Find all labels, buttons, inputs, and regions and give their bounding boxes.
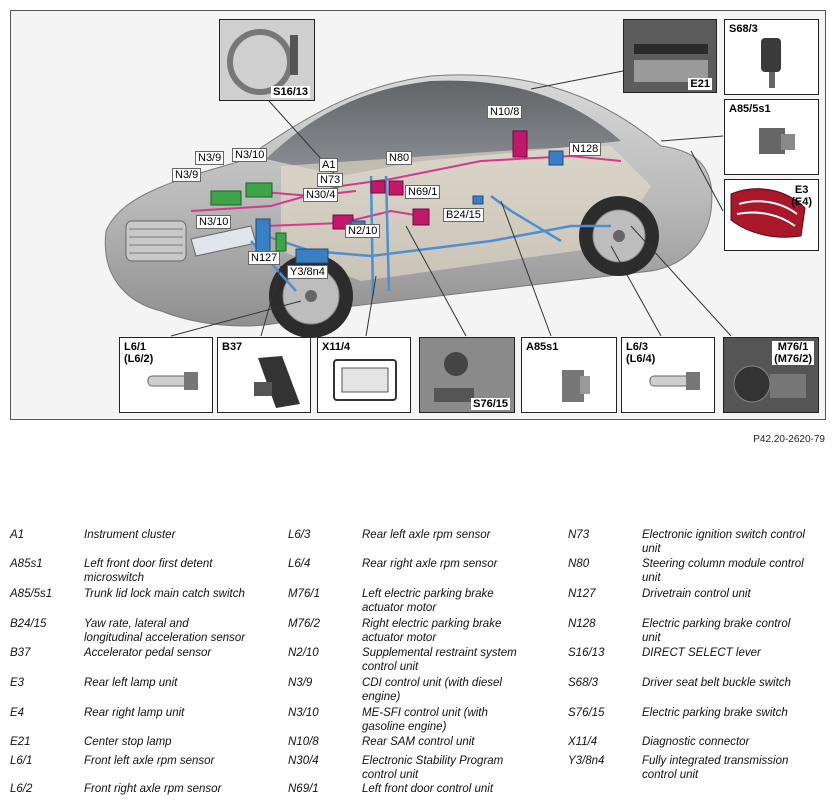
- module-A1: [371, 181, 385, 193]
- inset-L6-3: [621, 337, 715, 413]
- legend-code: S76/15: [568, 707, 605, 719]
- inset-label: S16/13: [273, 86, 308, 98]
- inset-label: E21: [690, 78, 710, 90]
- legend-description: Fully integrated transmission control unit: [642, 755, 789, 781]
- legend-description: CDI control unit (with diesel engine): [362, 677, 502, 703]
- legend-code: L6/1: [10, 755, 33, 767]
- legend-description: Diagnostic connector: [642, 736, 750, 748]
- inset-A85-5s1: [724, 99, 819, 175]
- legend-code: N69/1: [288, 783, 319, 795]
- legend-code: N73: [568, 529, 590, 541]
- legend-code: E3: [10, 677, 25, 689]
- inset-label: L6/1 (L6/2): [124, 341, 154, 365]
- legend-code: M76/1: [288, 588, 320, 600]
- legend-code: L6/2: [10, 783, 33, 795]
- inset-label: S68/3: [729, 23, 758, 35]
- legend-description: ME-SFI control unit (with gasoline engine): [362, 707, 488, 733]
- legend-code: N127: [568, 588, 596, 600]
- inset-label: A85/5s1: [729, 103, 771, 115]
- callout-Y3-8n4: Y3/8n4: [287, 265, 328, 279]
- inset-label: S76/15: [473, 398, 508, 410]
- module-Y3-8n4: [296, 249, 328, 263]
- callout-A1: A1: [319, 158, 338, 172]
- module-N69-1: [413, 209, 429, 225]
- inset-label: L6/3 (L6/4): [626, 341, 656, 365]
- legend-description: Trunk lid lock main catch switch: [84, 588, 245, 600]
- inset-label: X11/4: [322, 341, 351, 353]
- legend-description: DIRECT SELECT lever: [642, 647, 761, 659]
- callout-N3-9: N3/9: [172, 168, 201, 182]
- legend-code: N30/4: [288, 755, 319, 767]
- legend-description: Electric parking brake control unit: [642, 618, 791, 644]
- system-diagram: [10, 10, 826, 420]
- legend-description: Rear right axle rpm sensor: [362, 558, 498, 570]
- legend-description: Center stop lamp: [84, 736, 172, 748]
- inset-E3-E4: [724, 179, 819, 251]
- legend-code: N2/10: [288, 647, 319, 659]
- legend-description: Electronic Stability Program control unit: [362, 755, 504, 781]
- car-grille: [126, 221, 186, 261]
- legend-code: L6/4: [288, 558, 311, 570]
- inset-S68-3: [724, 19, 819, 95]
- legend-description: Electronic ignition switch control unit: [642, 529, 805, 555]
- legend-description: Yaw rate, lateral and longitudinal acceleration sensor: [84, 618, 246, 644]
- inset-B37: [217, 337, 311, 413]
- legend-description: Rear SAM control unit: [362, 736, 475, 748]
- legend-code: S68/3: [568, 677, 599, 689]
- inset-label: A85s1: [526, 341, 559, 353]
- legend-description: Rear left lamp unit: [84, 677, 178, 689]
- module-N128: [549, 151, 563, 165]
- legend-code: B37: [10, 647, 31, 659]
- legend-code: A85/5s1: [10, 588, 53, 600]
- inset-M76-1: [723, 337, 819, 413]
- legend-code: B24/15: [10, 618, 47, 630]
- inset-A85s1: [521, 337, 617, 413]
- inset-X11-4: [317, 337, 411, 413]
- inset-E21: [623, 19, 717, 93]
- callout-N69-1: N69/1: [405, 185, 440, 199]
- legend-code: N10/8: [288, 736, 319, 748]
- legend-description: Left front door first detent microswitch: [84, 558, 213, 584]
- rear-wheel: [579, 196, 659, 276]
- legend-description: Right electric parking brake actuator motor: [362, 618, 502, 644]
- legend-description: Driver seat belt buckle switch: [642, 677, 791, 689]
- inset-label: M76/1 (M76/2): [774, 341, 812, 365]
- legend-code: Y3/8n4: [568, 755, 605, 767]
- module-N3-10-top: [246, 183, 272, 197]
- legend-description: Rear left axle rpm sensor: [362, 529, 491, 541]
- callout-N80: N80: [386, 151, 412, 165]
- legend-description: Instrument cluster: [84, 529, 176, 541]
- legend-description: Rear right lamp unit: [84, 707, 185, 719]
- callout-N2-10: N2/10: [345, 224, 380, 238]
- legend-description: Electric parking brake switch: [642, 707, 788, 719]
- callout-N3-10: N3/10: [196, 215, 231, 229]
- legend-code: N80: [568, 558, 590, 570]
- module-N10-8: [513, 131, 527, 157]
- legend-code: M76/2: [288, 618, 320, 630]
- legend-description: Supplemental restraint system control unit: [362, 647, 517, 673]
- callout-B24-15: B24/15: [443, 208, 484, 222]
- callout-N128: N128: [569, 142, 601, 156]
- legend-code: N128: [568, 618, 596, 630]
- legend-code: S16/13: [568, 647, 605, 659]
- callout-N3-10-top: N3/10: [232, 148, 267, 162]
- inset-S16-13: [219, 19, 315, 101]
- inset-S76-15: [419, 337, 515, 413]
- callout-N73: N73: [317, 173, 343, 187]
- legend-description: Left front door control unit: [362, 783, 494, 795]
- module-B24-15: [473, 196, 483, 204]
- callout-N30-4: N30/4: [303, 188, 338, 202]
- inset-label: E3 (E4): [791, 184, 812, 208]
- module-N80: [389, 181, 403, 195]
- legend-code: E4: [10, 707, 25, 719]
- figure-code: P42.20-2620-79: [753, 434, 825, 445]
- legend-code: X11/4: [568, 736, 598, 748]
- legend-description: Left electric parking brake actuator motor: [362, 588, 494, 614]
- module-N3-9: [211, 191, 241, 205]
- callout-N10-8: N10/8: [487, 105, 522, 119]
- legend-description: Accelerator pedal sensor: [84, 647, 212, 659]
- legend-code: N3/10: [288, 707, 319, 719]
- legend-description: Drivetrain control unit: [642, 588, 751, 600]
- inset-label: B37: [222, 341, 243, 353]
- module-N127: [276, 233, 286, 251]
- legend-description: Front right axle rpm sensor: [84, 783, 222, 795]
- legend-description: Steering column module control unit: [642, 558, 804, 584]
- inset-L6-1: [119, 337, 213, 413]
- legend-description: Front left axle rpm sensor: [84, 755, 215, 767]
- legend-code: L6/3: [288, 529, 311, 541]
- callout-N127: N127: [248, 251, 280, 265]
- legend-code: N3/9: [288, 677, 313, 689]
- legend-code: E21: [10, 736, 31, 748]
- legend-code: A1: [10, 529, 25, 541]
- legend-code: A85s1: [10, 558, 43, 570]
- callout-N3-9-top: N3/9: [195, 151, 224, 165]
